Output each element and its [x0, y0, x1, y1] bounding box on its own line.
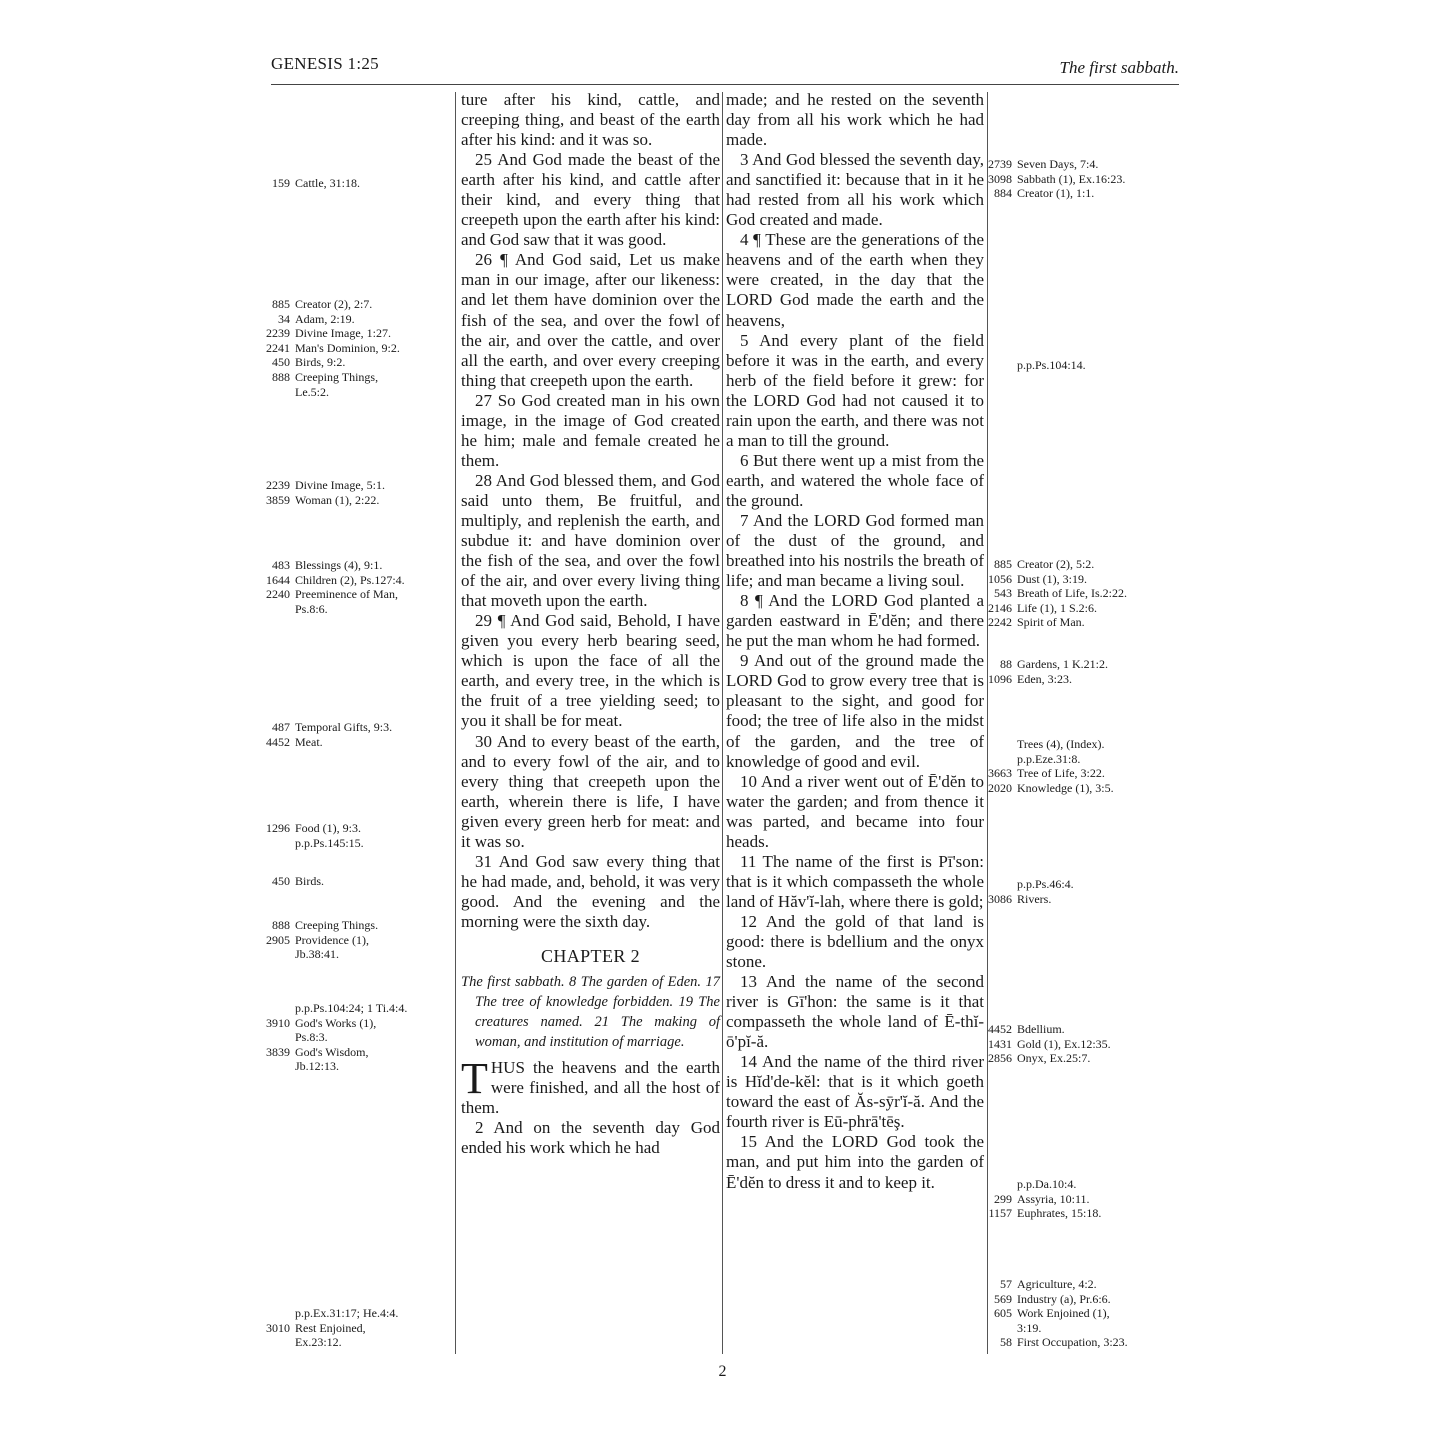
margin-reference	[262, 478, 442, 493]
reference-number	[984, 1321, 1017, 1336]
reference-topic: Creator (2), 5:2.	[1017, 557, 1095, 571]
margin-reference	[262, 874, 442, 889]
reference-topic: Agriculture, 4:2.	[1017, 1277, 1097, 1291]
margin-reference	[984, 1037, 1179, 1052]
margin-ref-group	[262, 720, 442, 749]
verse-paragraph: 9 And out of the ground made the LORD God to grow every tree that is pleasant to the sight, and good for food; the tree of life also in the midst of the garden, and the tree of knowledge of good and evil.	[726, 651, 984, 771]
margin-reference	[984, 1277, 1179, 1292]
margin-reference	[262, 821, 442, 836]
verse-paragraph: 31 And God saw every thing that he had made, and, behold, it was very good. And the evening and the morning were the sixth day.	[461, 851, 720, 931]
reference-number	[984, 737, 1017, 752]
reference-topic: p.p.Ps.46:4.	[1017, 877, 1074, 891]
reference-topic: Birds.	[295, 874, 325, 888]
reference-topic: Breath of Life, Is.2:22.	[1017, 586, 1127, 601]
reference-topic: Creator (1), 1:1.	[1017, 186, 1095, 201]
reference-number: 888	[272, 918, 290, 932]
reference-number: 2739	[988, 157, 1012, 171]
verse-paragraph: 2 And on the seventh day God ended his work which he had	[461, 1118, 720, 1158]
margin-ref-group	[984, 157, 1179, 201]
reference-topic: Trees (4), (Index).	[1017, 737, 1105, 751]
page-number: 2	[718, 1363, 727, 1380]
reference-topic: 3:19.	[1017, 1320, 1042, 1335]
margin-reference	[262, 1001, 442, 1016]
reference-topic: Assyria, 10:11.	[1017, 1191, 1090, 1206]
chapter-heading: CHAPTER 2	[540, 945, 641, 966]
margin-ref-group	[262, 874, 442, 889]
reference-number	[984, 1177, 1017, 1192]
margin-reference	[262, 1306, 442, 1321]
margin-ref-group	[984, 1277, 1179, 1350]
reference-topic: Woman (1), 2:22.	[295, 492, 380, 507]
verse-paragraph: 4 ¶ These are the generations of the heavens and of the earth when they were created, in the day that the LORD God made the earth and the heavens,	[726, 230, 984, 330]
margin-reference	[262, 587, 442, 602]
reference-topic: p.p.Da.10:4.	[1017, 1177, 1077, 1191]
margin-reference	[262, 1335, 442, 1350]
reference-number: 4452	[266, 734, 290, 749]
reference-topic: First Occupation, 3:23.	[1017, 1335, 1128, 1350]
margin-reference	[984, 1051, 1179, 1066]
verse-paragraph: 12 And the gold of that land is good: there is bdellium and the onyx stone.	[726, 911, 984, 972]
reference-number: 3663	[988, 766, 1012, 781]
reference-number	[262, 602, 295, 617]
reference-number: 884	[994, 186, 1012, 201]
margin-reference	[984, 1206, 1179, 1221]
margin-ref-group	[262, 1001, 442, 1074]
reference-topic: Birds, 9:2.	[295, 355, 346, 370]
reference-topic: p.p.Eze.31:8.	[1017, 751, 1081, 766]
margin-ref-group	[262, 1306, 442, 1350]
reference-number: 450	[272, 355, 290, 370]
reference-topic: Jb.38:41.	[295, 947, 340, 962]
reference-number	[984, 752, 1017, 767]
margin-reference	[262, 573, 442, 588]
reference-number	[262, 1030, 295, 1045]
verse-paragraph: 28 And God blessed them, and God said unto them, Be fruitful, and multiply, and replenish the earth, and subdue it: and have dominion over the fish of the sea, and over the fowl of the air, and over every living thing that moveth upon the earth.	[461, 470, 720, 611]
text-column-right	[726, 90, 984, 1193]
reference-topic: p.p.Ps.104:24; 1 Ti.4:4.	[295, 1001, 408, 1015]
reference-number: 34	[278, 311, 290, 326]
margin-ref-group	[262, 918, 442, 962]
reference-topic: Rivers.	[1017, 891, 1052, 906]
margin-reference	[262, 176, 442, 191]
reference-number: 3839	[266, 1044, 290, 1059]
verse-paragraph: 3 And God blessed the seventh day, and sanctified it: because that in it he had rested from all his work which God created and made.	[726, 150, 984, 230]
verse-paragraph: 14 And the name of the third river is Hĭd'de-kĕl: that is it which goeth toward the east of Ăs-sȳr'ĭ-ă. And the fourth river is Eū-phrā'tēş.	[726, 1052, 984, 1132]
margin-reference	[262, 355, 442, 370]
margin-ref-group	[984, 358, 1179, 373]
margin-reference	[262, 385, 442, 400]
reference-topic: Ex.23:12.	[295, 1335, 342, 1350]
reference-number: 543	[994, 586, 1012, 601]
reference-topic: Eden, 3:23.	[1017, 671, 1072, 686]
margin-ref-group	[984, 737, 1179, 795]
margin-reference	[262, 312, 442, 327]
verse-paragraph: made; and he rested on the seventh day from all his work which he had made.	[726, 90, 984, 150]
margin-reference	[984, 1192, 1179, 1207]
reference-number: 3010	[266, 1320, 290, 1335]
reference-topic: Cattle, 31:18.	[295, 176, 360, 190]
reference-topic: God's Works (1),	[295, 1015, 377, 1030]
reference-topic: p.p.Ex.31:17; He.4:4.	[295, 1306, 399, 1320]
reference-topic: Adam, 2:19.	[295, 311, 355, 326]
verse-paragraph: 7 And the LORD God formed man of the dust of the ground, and breathed into his nostrils the breath of life; and man became a living soul.	[726, 510, 984, 591]
reference-number: 2020	[988, 780, 1012, 795]
margin-reference	[984, 781, 1179, 796]
reference-number: 1296	[266, 821, 290, 835]
reference-topic: Gold (1), Ex.12:35.	[1017, 1036, 1111, 1051]
drop-cap: T	[461, 1054, 488, 1104]
reference-topic: Sabbath (1), Ex.16:23.	[1017, 171, 1126, 186]
margin-ref-group	[262, 558, 442, 616]
margin-reference	[984, 186, 1179, 201]
verse-paragraph: 26 ¶ And God said, Let us make man in our image, after our likeness: and let them have dominion over the fish of the sea, and over the fowl of the air, and over the cattle, and over all the earth, and over every creeping thing that creepeth upon the earth.	[461, 250, 720, 390]
margin-reference	[984, 1306, 1179, 1321]
reference-topic: Blessings (4), 9:1.	[295, 558, 383, 572]
reference-topic: Divine Image, 1:27.	[295, 326, 391, 341]
verse-paragraph: 5 And every plant of the field before it was in the earth, and every herb of the field before it grew: for the LORD God had not caused it to rain upon the earth, and there was not a man to till the ground.	[726, 330, 984, 450]
verse-paragraph: 27 So God created man in his own image, in the image of God created he him; male and female created he them.	[461, 390, 720, 470]
margin-reference	[984, 157, 1179, 172]
reference-topic: Seven Days, 7:4.	[1017, 157, 1099, 171]
reference-topic: Spirit of Man.	[1017, 615, 1085, 630]
margin-reference	[262, 933, 442, 948]
reference-topic: Divine Image, 5:1.	[295, 478, 385, 492]
margin-ref-group	[262, 821, 442, 850]
margin-reference	[262, 558, 442, 573]
reference-topic: Onyx, Ex.25:7.	[1017, 1051, 1091, 1066]
reference-number: 2239	[266, 326, 290, 341]
margin-reference	[262, 602, 442, 617]
margin-reference	[984, 657, 1179, 672]
reference-topic: Bdellium.	[1017, 1022, 1065, 1036]
verse-text: HUS the heavens and the earth were finished, and all the host of them.	[461, 1058, 720, 1118]
margin-reference	[984, 752, 1179, 767]
running-header-left: GENESIS 1:25	[271, 54, 379, 73]
margin-ref-group	[984, 1022, 1179, 1066]
reference-number: 885	[272, 297, 290, 311]
margin-reference	[984, 672, 1179, 687]
reference-topic: Gardens, 1 K.21:2.	[1017, 657, 1108, 671]
verse-paragraph: 29 ¶ And God said, Behold, I have given you every herb bearing seed, which is upon the face of all the earth, and every tree, in the which is the fruit of a tree yielding seed; to you it shall be for meat.	[461, 611, 720, 731]
reference-topic: Ps.8:6.	[295, 601, 328, 616]
reference-topic: God's Wisdom,	[295, 1044, 369, 1059]
reference-number: 2146	[988, 600, 1012, 615]
verse-paragraph: ture after his kind, cattle, and creeping thing, and beast of the earth after his kind: and it was so.	[461, 90, 720, 150]
reference-topic: Knowledge (1), 3:5.	[1017, 780, 1114, 795]
margin-reference	[984, 1335, 1179, 1350]
margin-reference	[984, 586, 1179, 601]
reference-number	[262, 1306, 295, 1321]
reference-number: 605	[994, 1306, 1012, 1321]
margin-reference	[984, 1022, 1179, 1037]
margin-reference	[262, 836, 442, 851]
reference-topic: Euphrates, 15:18.	[1017, 1206, 1102, 1221]
reference-topic: Tree of Life, 3:22.	[1017, 766, 1105, 781]
margin-reference	[262, 370, 442, 385]
margin-reference	[984, 1292, 1179, 1307]
reference-topic: Dust (1), 3:19.	[1017, 571, 1087, 586]
header-rule	[271, 84, 1179, 85]
reference-number: 450	[272, 874, 290, 888]
margin-reference	[262, 1059, 442, 1074]
reference-number: 4452	[988, 1022, 1012, 1036]
reference-number	[262, 385, 295, 400]
reference-number: 299	[994, 1191, 1012, 1206]
margin-reference	[262, 1030, 442, 1045]
reference-topic: Industry (a), Pr.6:6.	[1017, 1291, 1111, 1306]
margin-reference	[984, 615, 1179, 630]
reference-topic: Life (1), 1 S.2:6.	[1017, 600, 1097, 615]
reference-topic: Food (1), 9:3.	[295, 821, 361, 835]
reference-number	[984, 877, 1017, 892]
margin-ref-group	[262, 176, 442, 191]
reference-number: 3086	[988, 891, 1012, 906]
margin-reference	[262, 918, 442, 933]
margin-reference	[984, 1321, 1179, 1336]
margin-reference	[984, 557, 1179, 572]
verse-paragraph: 13 And the name of the second river is Gī'hon: the same is it that compasseth the whole land of Ē-thĭ-ō'pĭ-ă.	[726, 972, 984, 1052]
reference-topic: Rest Enjoined,	[295, 1320, 366, 1335]
margin-reference	[262, 1016, 442, 1031]
margin-reference	[984, 892, 1179, 907]
reference-number	[262, 947, 295, 962]
reference-number: 2241	[266, 340, 290, 355]
reference-number: 3098	[988, 171, 1012, 186]
margin-reference	[262, 735, 442, 750]
reference-number	[262, 1335, 295, 1350]
verse-paragraph: 11 The name of the first is Pī'son: that is it which compasseth the whole land of Hăv'ĭ-lah, where there is gold;	[726, 851, 984, 911]
reference-topic: p.p.Ps.145:15.	[295, 835, 364, 850]
verse-paragraph	[461, 1054, 720, 1118]
reference-number: 88	[1000, 657, 1012, 671]
reference-number: 2242	[988, 615, 1012, 630]
margin-ref-group	[984, 877, 1179, 906]
margin-ref-group	[262, 478, 442, 507]
verse-paragraph: 8 ¶ And the LORD God planted a garden eastward in Ē'dĕn; and there he put the man whom he had formed.	[726, 591, 984, 651]
reference-number: 3859	[266, 492, 290, 507]
reference-topic: Work Enjoined (1),	[1017, 1306, 1110, 1321]
reference-number: 487	[272, 720, 290, 734]
reference-number: 888	[272, 369, 290, 384]
reference-number	[262, 836, 295, 851]
margin-reference	[262, 947, 442, 962]
reference-number	[262, 1001, 295, 1016]
reference-topic: Children (2), Ps.127:4.	[295, 572, 405, 587]
verse-paragraph: 10 And a river went out of Ē'dĕn to water the garden; and from thence it was parted, and became into four heads.	[726, 771, 984, 851]
reference-topic: Preeminence of Man,	[295, 587, 398, 602]
margin-reference	[984, 877, 1179, 892]
reference-topic: Meat.	[295, 734, 323, 749]
reference-number: 1157	[988, 1206, 1012, 1221]
reference-topic: Creeping Things.	[295, 918, 379, 932]
column-rule-left	[455, 92, 456, 1354]
reference-number: 2856	[988, 1051, 1012, 1066]
margin-ref-group	[984, 557, 1179, 630]
reference-number: 2239	[266, 478, 290, 492]
margin-reference	[262, 326, 442, 341]
margin-reference	[984, 172, 1179, 187]
reference-number: 885	[994, 557, 1012, 571]
reference-number	[262, 1059, 295, 1074]
reference-topic: Jb.12:13.	[295, 1059, 340, 1074]
reference-topic: Providence (1),	[295, 932, 369, 947]
reference-topic: Ps.8:3.	[295, 1030, 328, 1045]
verse-paragraph: 25 And God made the beast of the earth after his kind, and cattle after their kind, and every thing that creepeth upon the earth after his kind: and God saw that it was good.	[461, 150, 720, 250]
margin-reference	[984, 358, 1179, 373]
reference-number: 569	[994, 1291, 1012, 1306]
verse-paragraph: 6 But there went up a mist from the earth, and watered the whole face of the ground.	[726, 450, 984, 510]
reference-topic: Man's Dominion, 9:2.	[295, 340, 400, 355]
reference-number: 1644	[266, 572, 290, 587]
reference-number: 57	[1000, 1277, 1012, 1291]
margin-reference	[262, 493, 442, 508]
margin-reference	[262, 720, 442, 735]
margin-reference	[262, 297, 442, 312]
reference-number: 483	[272, 558, 290, 572]
margin-reference	[984, 737, 1179, 752]
reference-topic: Creeping Things,	[295, 369, 379, 384]
reference-number: 1056	[988, 571, 1012, 586]
column-rule-middle	[722, 92, 723, 1354]
running-header-right: The first sabbath.	[1059, 58, 1179, 77]
margin-ref-group	[984, 1177, 1179, 1221]
text-column-left	[461, 90, 720, 1158]
reference-number: 159	[272, 176, 290, 190]
verse-paragraph: 15 And the LORD God took the man, and put him into the garden of Ē'dĕn to dress it and to keep it.	[726, 1132, 984, 1192]
reference-topic: Temporal Gifts, 9:3.	[295, 720, 393, 734]
margin-reference	[262, 1045, 442, 1060]
margin-reference	[262, 341, 442, 356]
reference-topic: p.p.Ps.104:14.	[1017, 358, 1086, 372]
reference-topic: Le.5:2.	[295, 384, 329, 399]
margin-reference	[984, 1177, 1179, 1192]
reference-topic: Creator (2), 2:7.	[295, 297, 373, 311]
reference-number	[984, 358, 1017, 373]
chapter-summary: The first sabbath. 8 The garden of Eden. 17 The tree of knowledge forbidden. 19 The creatures named. 21 The making of woman, and institution of marriage.	[461, 974, 720, 1051]
margin-reference	[984, 572, 1179, 587]
margin-ref-group	[262, 297, 442, 399]
reference-number: 2905	[266, 932, 290, 947]
reference-number: 3910	[266, 1015, 290, 1030]
margin-reference	[262, 1321, 442, 1336]
reference-number: 2240	[266, 587, 290, 602]
margin-ref-group	[984, 657, 1179, 686]
verse-paragraph: 30 And to every beast of the earth, and to every fowl of the air, and to every thing that creepeth upon the earth, wherein there is life, I have given every green herb for meat: and it was so.	[461, 731, 720, 851]
margin-reference	[984, 766, 1179, 781]
reference-number: 1431	[988, 1036, 1012, 1051]
reference-number: 1096	[988, 671, 1012, 686]
margin-reference	[984, 601, 1179, 616]
reference-number: 58	[1000, 1335, 1012, 1350]
column-rule-right	[987, 92, 988, 1354]
